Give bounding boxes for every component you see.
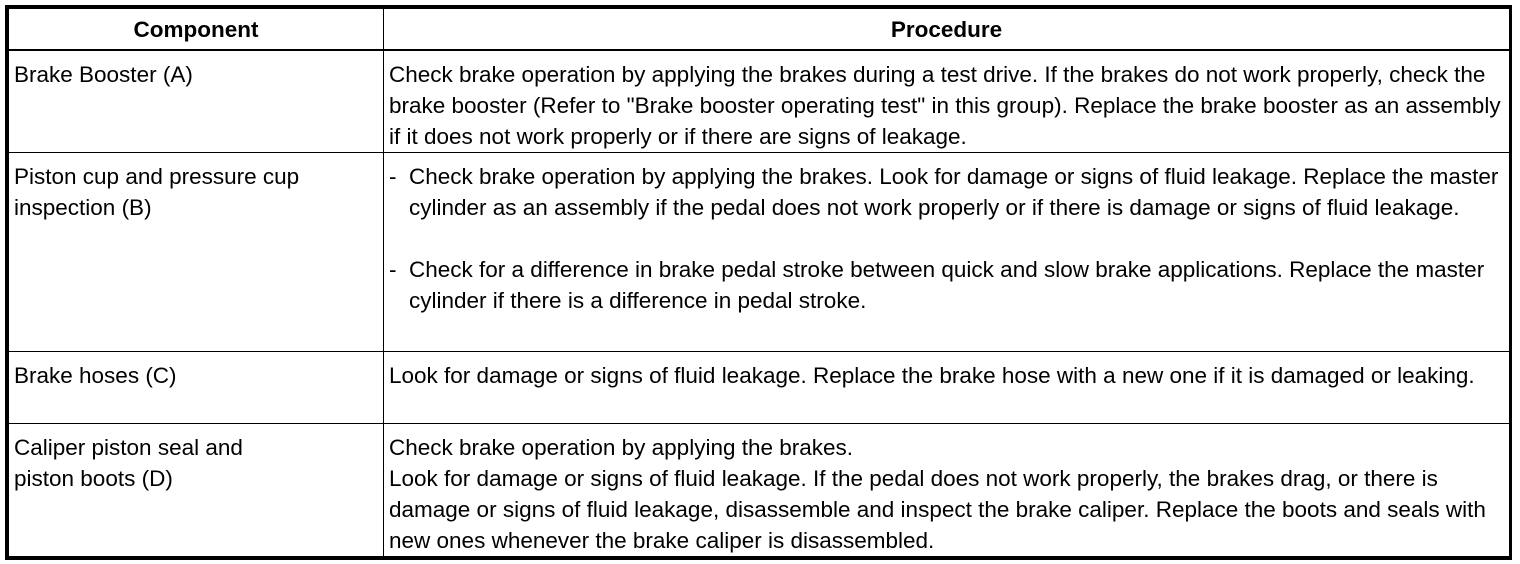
procedure-text: Check brake operation by applying the brakes. Look for damage or signs of fluid leakage. Replace the master cylinder as an assembly if the pedal does not work properly or if there is damage or signs of fluid leakage. xyxy=(409,164,1499,220)
component-cell: Brake hoses (C) xyxy=(9,352,384,424)
procedure-text: Check brake operation by applying the brakes during a test drive. If the brakes do not work properly, check the brake booster (Refer to "Brake booster operating test" in this group). Replace the brake booster as an assembly if it does not work properly or if there are signs of leakage. xyxy=(389,62,1501,149)
procedure-text: Check brake operation by applying the brakes. xyxy=(389,435,854,460)
table-header-row xyxy=(9,9,1510,51)
column-header-component: Component xyxy=(9,9,384,51)
procedure-cell xyxy=(384,153,1510,352)
inspection-table-frame xyxy=(5,5,1512,560)
component-cell: Brake Booster (A) xyxy=(9,50,384,153)
procedure-text: Look for damage or signs of fluid leakage. If the pedal does not work properly, the brakes drag, or there is damage or signs of fluid leakage, disassemble and inspect the brake caliper. Replace the boots and seals with new ones whenever the brake caliper is disassembled. xyxy=(389,466,1486,553)
table-row xyxy=(9,50,1510,153)
component-cell: Caliper piston seal and piston boots (D) xyxy=(9,424,384,557)
table-row xyxy=(9,352,1510,424)
dash-marker: - xyxy=(389,257,397,282)
bullet-spacer xyxy=(389,223,1503,254)
procedure-bullet-list xyxy=(389,161,1503,316)
table-row xyxy=(9,153,1510,352)
procedure-text: Look for damage or signs of fluid leakage. Replace the brake hose with a new one if it is damaged or leaking. xyxy=(389,363,1475,388)
procedure-bullet-item xyxy=(389,161,1503,223)
procedure-bullet-item xyxy=(389,254,1503,316)
component-cell: Piston cup and pressure cup inspection (B) xyxy=(9,153,384,352)
inspection-table xyxy=(8,8,1510,557)
table-row xyxy=(9,424,1510,557)
procedure-cell xyxy=(384,424,1510,557)
column-header-procedure: Procedure xyxy=(384,9,1510,51)
procedure-cell xyxy=(384,50,1510,153)
dash-marker: - xyxy=(389,164,397,189)
procedure-text: Check for a difference in brake pedal stroke between quick and slow brake applications. Replace the master cylinder if there is a difference in pedal stroke. xyxy=(409,257,1485,313)
procedure-cell xyxy=(384,352,1510,424)
